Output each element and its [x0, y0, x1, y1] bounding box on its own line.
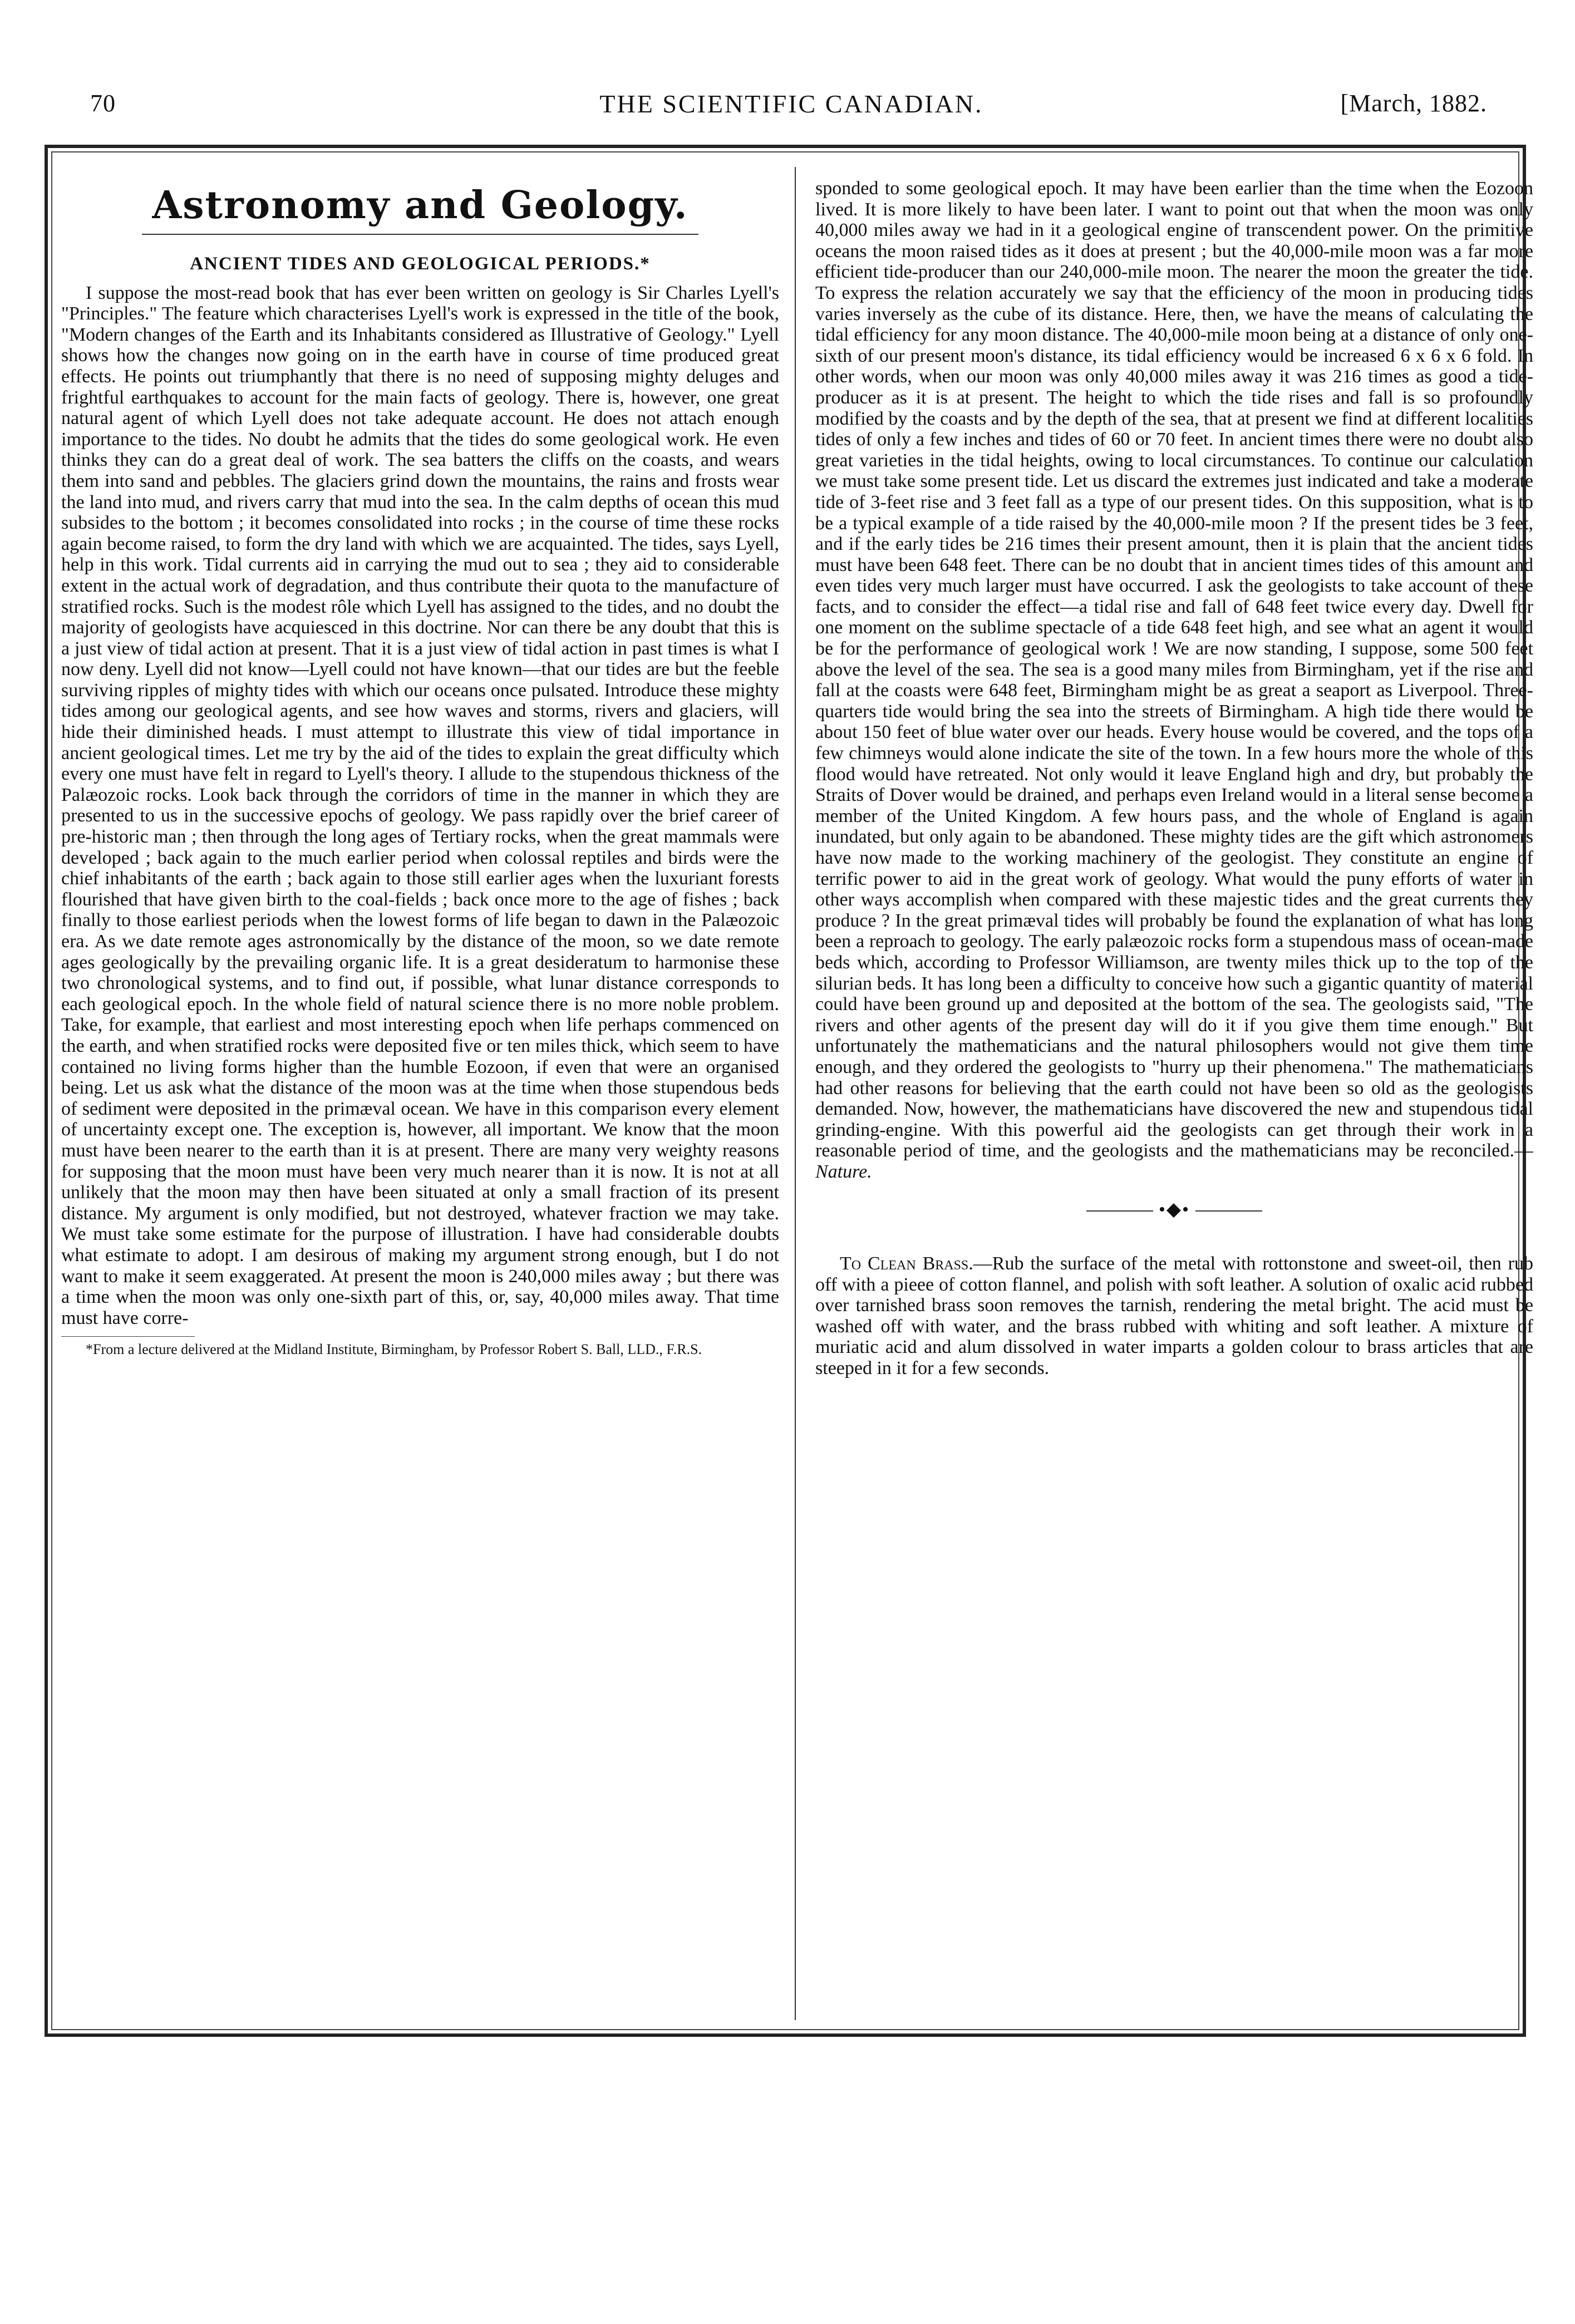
- section-title: Astronomy and Geology.: [152, 183, 688, 228]
- brass-notice: [815, 1253, 1533, 1379]
- brass-notice-text: —Rub the surface of the metal with rottonstone and sweet-oil, then rub off with a pieee of cotton flannel, and polish with soft leather. A solution of oxalic acid rubbed over tarnished brass soon removes the tarnish, rendering the metal bright. The acid must be washed off with water, and the brass rubbed with whiting and soft leather. A mixture of muriatic acid and alum dissolved in water imparts a golden colour to brass articles that are steeped in it for a few seconds.: [815, 1253, 1533, 1379]
- publication-title: THE SCIENTIFIC CANADIAN.: [599, 90, 983, 118]
- divider-rule-right: [1195, 1210, 1262, 1212]
- column-divider: [795, 167, 796, 2020]
- issue-date: [March, 1882.: [1340, 90, 1487, 117]
- page-number: 70: [90, 90, 116, 117]
- article-body-right: [815, 178, 1533, 1183]
- masthead: [85, 83, 1498, 139]
- section-title-rule: [142, 234, 698, 235]
- right-column: [815, 178, 1533, 2020]
- article-body-right-text: sponded to some geological epoch. It may have been earlier than the time when the Eozoon lived. It is more likely to have been later. I want to point out that when the moon was only 40,000 miles away we had in it a geological engine of transcendent power. On the primitive oceans the moon raised tides as it does at present ; but the 40,000-mile moon was a far more efficient tide-producer than our 240,000-mile moon. The nearer the moon the greater the tide. To express the relation accurately we say that the efficiency of the moon in producing tides varies inversely as the cube of its distance. Here, then, we have the means of calculating the tidal efficiency for any moon distance. The 40,000-mile moon being at a distance of only one-sixth of our present moon's distance, its tidal efficiency would be increased 6 x 6 x 6 fold. In other words, when our moon was only 40,000 miles away it was 216 times as good a tide-producer as it is at present. The height to which the tide rises and fall is so profoundly modified by the coasts and by the depth of the sea, that at present we find at different localities tides of only a few inches and tides of 60 or 70 feet. In ancient times there were no doubt also great varieties in the tidal heights, owing to local circumstances. To continue our calculation we must take some present tide. Let us discard the extremes just indicated and take a moderate tide of 3-feet rise and 3 feet fall as a type of our present tides. On this supposition, what is to be a typical example of a tide raised by the 40,000-mile moon ? If the present tides be 3 feet, and if the early tides be 216 times their present amount, then it is plain that the ancient tides must have been 648 feet. There can be no doubt that in ancient times tides of this amount and even tides very much larger must have occurred. I ask the geologists to take account of these facts, and to consider the effect—a tidal rise and fall of 648 feet twice every day. Dwell for one moment on the sublime spectacle of a tide 648 feet high, and see what an agent it would be for the performance of geological work ! We are now standing, I suppose, some 500 feet above the level of the sea. The sea is a good many miles from Birmingham, yet if the rise and fall at the coasts were 648 feet, Birmingham might be as great a seaport as Liverpool. Three-quarters tide would bring the sea into the streets of Birmingham. A high tide there would be about 150 feet of blue water over our heads. Every house would be covered, and the tops of a few chimneys would alone indicate the site of the town. In a few hours more the whole of this flood would have retreated. Not only would it leave England high and dry, but probably the Straits of Dover would be drained, and perhaps even Ireland would in a literal sense become a member of the United Kingdom. A few hours pass, and the whole of England is again inundated, but only again to be abandoned. These mighty tides are the gift which astronomers have now made to the working machinery of the geologist. They constitute an engine of terrific power to aid in the great work of geology. What would the puny efforts of water in other ways accomplish when compared with these majestic tides and the great currents they produce ? In the great primæval tides will probably be found the explanation of what has long been a reproach to geology. The early palæozoic rocks form a stupendous mass of ocean-made beds which, according to Professor Williamson, are twenty miles thick up to the top of the silurian beds. It has long been a difficulty to conceive how such a gigantic quantity of material could have been ground up and deposited at the bottom of the sea. The geologists said, "The rivers and other agents of the present day will do it if you give them time enough." But unfortunately the mathematicians and the natural philosophers would not give them time enough, and they ordered the geologists to "hurry up their phenomena." The mathematicians had other reasons for believing that the earth could not have been so old as the geologists demanded. Now, however, the mathematicians have discovered the new and stupendous tidal grinding-engine. With this powerful aid the geologists can get through their work in a reasonable period of time, and the geologists and the mathematicians may be reconciled.—: [815, 178, 1533, 1161]
- article-body-left: I suppose the most-read book that has ever been written on geology is Sir Charles Lyell's "Principles." The feature which characterises Lyell's work is expressed in the title of the book, "Modern changes of the Earth and its Inhabitants considered as Illustrative of Geology." Lyell shows how the changes now going on in the earth have in course of time produced great effects. He points out triumphantly that there is no need of supposing mighty deluges and frightful earthquakes to account for the main facts of geology. There is, however, one great natural agent of which Lyell does not take adequate account. He does not attach enough importance to the tides. No doubt he admits that the tides do some geological work. He even thinks they can do a great deal of work. The sea batters the cliffs on the coasts, and wears them into sand and pebbles. The glaciers grind down the mountains, the rains and frosts wear the land into mud, and rivers carry that mud into the sea. In the calm depths of ocean this mud subsides to the bottom ; it becomes consolidated into rocks ; in the course of time these rocks again become raised, to form the dry land with which we are acquainted. The tides, says Lyell, help in this work. Tidal currents aid in carrying the mud out to sea ; they aid to considerable extent in the actual work of degradation, and thus contribute their quota to the manufacture of stratified rocks. Such is the modest rôle which Lyell has assigned to the tides, and no doubt the majority of geologists have acquiesced in this doctrine. Nor can there be any doubt that this is a just view of tidal action at present. That it is a just view of tidal action in past times is what I now deny. Lyell did not know—Lyell could not have known—that our tides are but the feeble surviving ripples of mighty tides with which our oceans once pulsated. Introduce these mighty tides among our geological agents, and see how waves and storms, rivers and glaciers, will hide their diminished heads. I must attempt to illustrate this view of tidal importance in ancient geological times. Let me try by the aid of the tides to explain the great difficulty which every one must have felt in regard to Lyell's theory. I allude to the stupendous thickness of the Palæozoic rocks. Look back through the corridors of time in the manner in which they are presented to us in the successive epochs of geology. We pass rapidly over the brief career of pre-historic man ; then through the long ages of Tertiary rocks, when the great mammals were developed ; back again to the much earlier period when colossal reptiles and birds were the chief inhabitants of the earth ; back again to those still earlier ages when the luxuriant forests flourished that have given birth to the coal-fields ; back once more to the age of fishes ; back finally to those earliest periods when the lowest forms of life began to dawn in the Palæozoic era. As we date remote ages astronomically by the distance of the moon, so we date remote ages geologically by the prevailing organic life. It is a great desideratum to harmonise these two chronological systems, and to find out, if possible, what lunar distance corresponds to each geological epoch. In the whole field of natural science there is no more noble problem. Take, for example, that earliest and most interesting epoch when life perhaps commenced on the earth, and when stratified rocks were deposited five or ten miles thick, which seem to have contained no living forms higher than the humble Eozoon, if even that were an organised being. Let us ask what the distance of the moon was at the time when those stupendous beds of sediment were deposited in the primæval ocean. We have in this comparison every element of uncertainty except one. The exception is, however, all important. We know that the moon must have been nearer to the earth than it is at present. There are many very weighty reasons for supposing that the moon must have been very much nearer than it is now. It is not at all unlikely that the moon may then have been situated at only a small fraction of its present distance. My argument is only modified, but not destroyed, whatever fraction we may take. We must take some estimate for the purpose of illustration. I have had considerable doubts what estimate to adopt. I am desirous of making my argument strong enough, but I do not want to make it seem exaggerated. At present the moon is 240,000 miles away ; but there was a time when the moon was only one-sixth part of this, or, say, 40,000 miles away. That time must have corre-: [61, 282, 779, 1328]
- article-divider: [815, 1199, 1533, 1220]
- footnote-rule: [61, 1336, 195, 1337]
- article-footnote: *From a lecture delivered at the Midland Institute, Birmingham, by Professor Robert S. Ball, LLD., F.R.S.: [86, 1341, 702, 1358]
- brass-notice-lead: To Clean Brass.: [840, 1253, 973, 1274]
- divider-ornament: •◆•: [1159, 1199, 1190, 1220]
- left-column: [61, 178, 779, 2020]
- article-title: ANCIENT TIDES AND GEOLOGICAL PERIODS.*: [190, 254, 651, 274]
- article-source: Nature.: [815, 1161, 872, 1182]
- divider-rule-left: [1086, 1210, 1153, 1212]
